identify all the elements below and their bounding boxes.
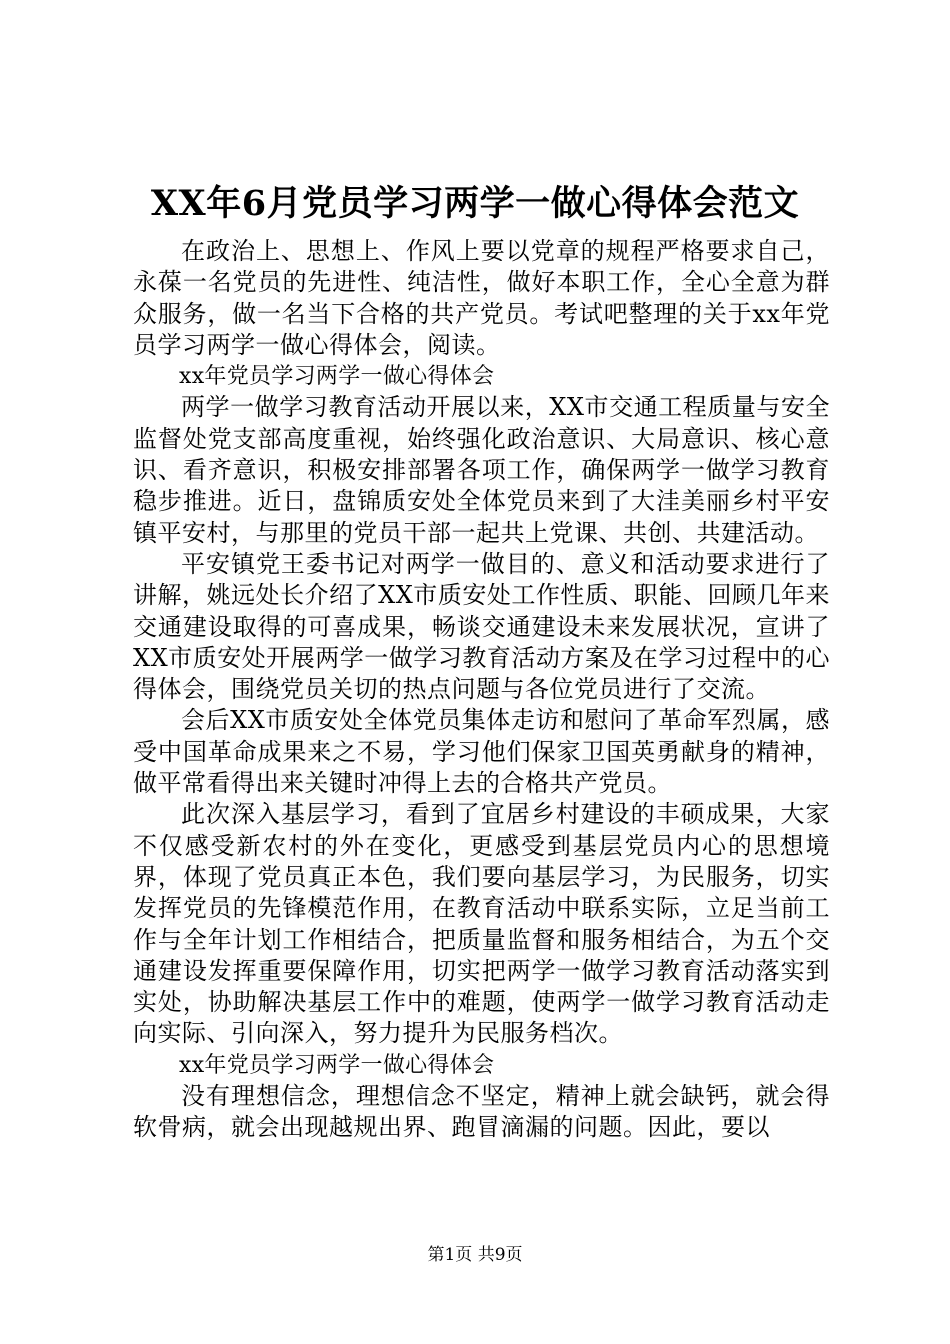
page-title: XX年6月党员学习两学一做心得体会范文 [150, 183, 800, 224]
paragraph: 此次深入基层学习，看到了宜居乡村建设的丰硕成果，大家不仅感受新农村的外在变化，更感受到基层党员内心的思想境界，体现了党员真正本色，我们要向基层学习，为民服务，切实发挥党员的先锋模范作用，在教育活动中联系实际，立足当前工作与全年计划工作相结合，把质量监督和服务相结合，为五个交通建设发挥重要保障作用，切实把两学一做学习教育活动落实到实处，协助解决基层工作中的难题，使两学一做学习教育活动走向实际、引向深入，努力提升为民服务档次。 [133, 800, 830, 1048]
page-footer: 第1页 共9页 [427, 1245, 523, 1265]
paragraph: 两学一做学习教育活动开展以来，XX市交通工程质量与安全监督处党支部高度重视，始终强化政治意识、大局意识、核心意识、看齐意识，积极安排部署各项工作，确保两学一做学习教育稳步推进。近日，盘锦质安处全体党员来到了大洼美丽乡村平安镇平安村，与那里的党员干部一起共上党课、共创、共建活动。 [133, 393, 830, 547]
document-body [133, 236, 830, 1144]
paragraph: 没有理想信念，理想信念不坚定，精神上就会缺钙，就会得软骨病，就会出现越规出界、跑冒滴漏的问题。因此，要以 [133, 1082, 830, 1142]
paragraph: 会后XX市质安处全体党员集体走访和慰问了革命军烈属，感受中国革命成果来之不易，学习他们保家卫国英勇献身的精神，做平常看得出来关键时冲得上去的合格共产党员。 [133, 706, 830, 798]
section-heading-2: xx年党员学习两学一做心得体会 [179, 1052, 495, 1078]
paragraph: 平安镇党王委书记对两学一做目的、意义和活动要求进行了讲解，姚远处长介绍了XX市质安处工作性质、职能、回顾几年来交通建设取得的可喜成果，畅谈交通建设未来发展状况，宣讲了XX市质安处开展两学一做学习教育活动方案及在学习过程中的心得体会，围绕党员关切的热点问题与各位党员进行了交流。 [133, 549, 830, 704]
paragraph-intro: 在政治上、思想上、作风上要以党章的规程严格要求自己，永葆一名党员的先进性、纯洁性，做好本职工作，全心全意为群众服务，做一名当下合格的共产党员。考试吧整理的关于xx年党员学习两学一做心得体会，阅读。 [133, 237, 830, 359]
section-heading-1: xx年党员学习两学一做心得体会 [179, 364, 495, 390]
